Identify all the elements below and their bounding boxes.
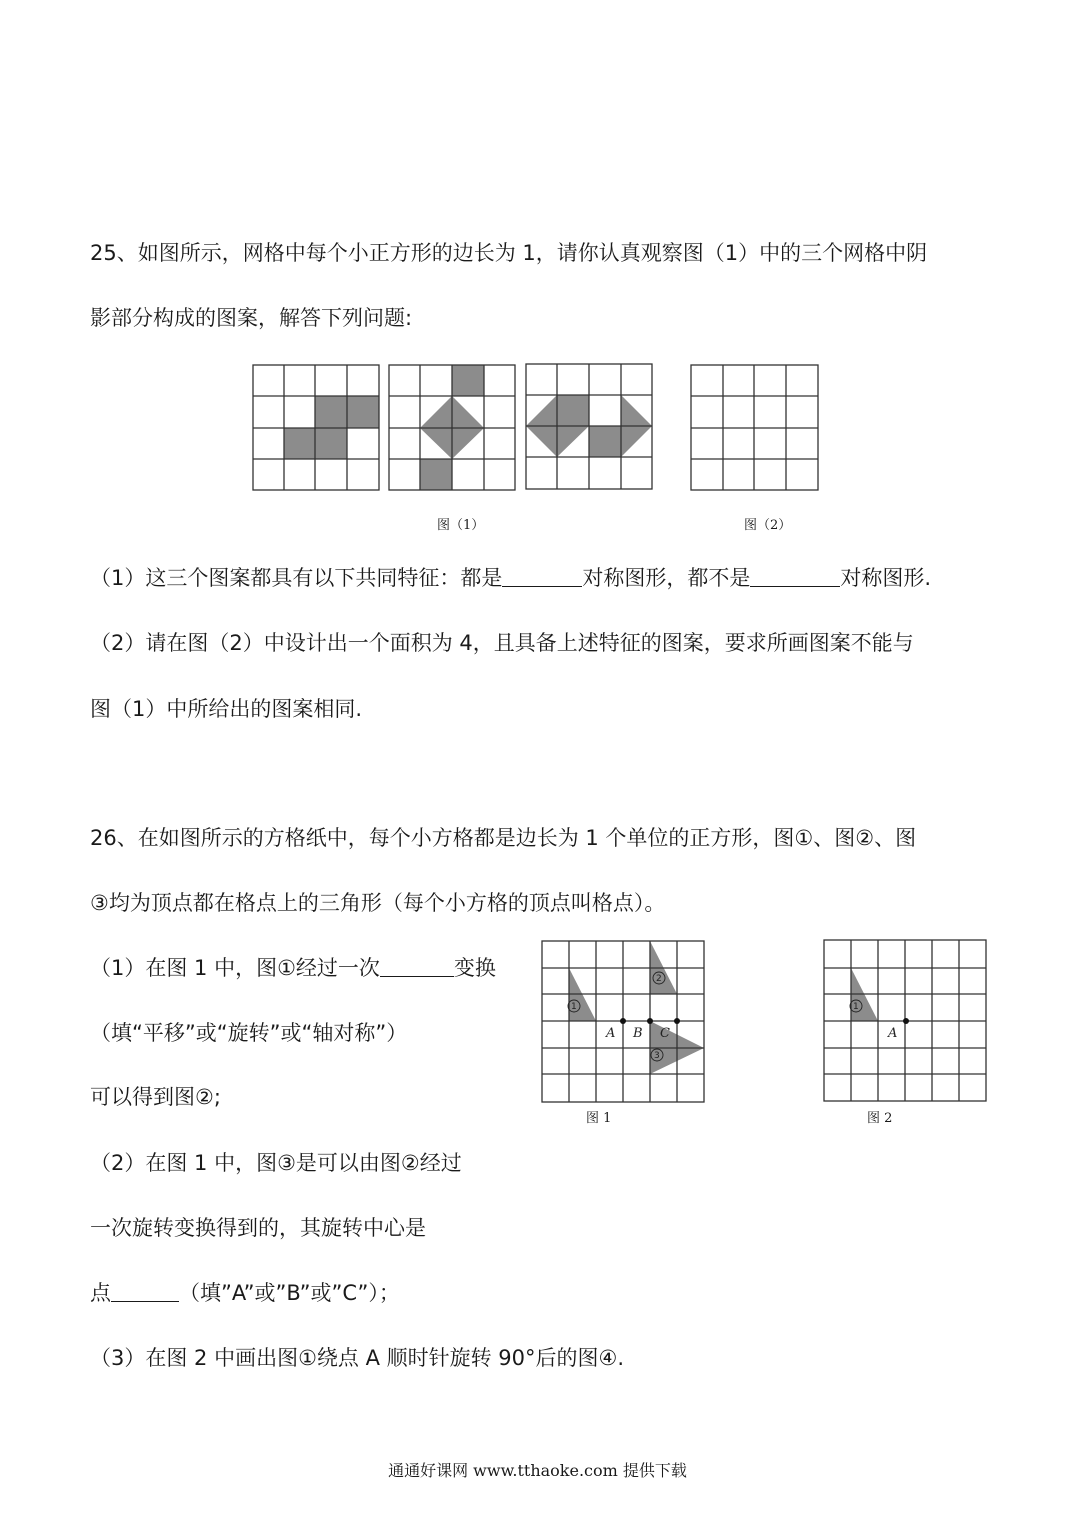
q26-answer-blank-1[interactable]: [380, 954, 454, 977]
q26-fig1-circled-1: 1: [571, 1002, 577, 1012]
q25-sub1-text-b: 对称图形，都不是: [582, 566, 751, 590]
q26-sub1-line3: 可以得到图②;: [90, 1085, 221, 1109]
q26-sub2-text-a: 点: [90, 1281, 111, 1305]
q26-fig2-grid: [822, 938, 990, 1104]
q26-sub2-line1: （2）在图 1 中，图③是可以由图②经过: [90, 1151, 462, 1175]
q25-sub2-line2: 图（1）中所给出的图案相同.: [90, 697, 363, 721]
q26-sub1-text-a: （1）在图 1 中，图①经过一次: [90, 956, 380, 980]
q26-fig2-circled-1: 1: [853, 1002, 859, 1012]
q25-answer-blank-1[interactable]: [502, 564, 582, 587]
q26-fig2-caption: 图 2: [867, 1111, 893, 1126]
q26-line1: 26、在如图所示的方格纸中，每个小方格都是边长为 1 个单位的正方形，图①、图②、图: [90, 826, 917, 850]
q25-sub1: [90, 563, 931, 593]
q26-fig1-circled-3: 3: [654, 1051, 660, 1061]
q26-sub3: （3）在图 2 中画出图①绕点 A 顺时针旋转 90°后的图④.: [90, 1346, 625, 1370]
q25-line2: 影部分构成的图案，解答下列问题:: [90, 306, 413, 330]
q25-answer-blank-2[interactable]: [750, 564, 840, 587]
q26-fig1-grid: [540, 940, 708, 1104]
page-footer: 通通好课网 www.tthaoke.com 提供下载: [388, 1461, 687, 1480]
q26-fig1-label-b: B: [633, 1026, 643, 1041]
q26-fig1-label-a: A: [606, 1026, 616, 1041]
q25-sub2-line1: （2）请在图（2）中设计出一个面积为 4，且具备上述特征的图案，要求所画图案不能与: [90, 631, 914, 655]
q26-line2: ③均为顶点都在格点上的三角形（每个小方格的顶点叫格点）。: [90, 891, 666, 915]
q25-sub1-text-a: （1）这三个图案都具有以下共同特征：都是: [90, 566, 503, 590]
q26-sub2-line3: [90, 1278, 400, 1308]
q25-fig1-caption: 图（1）: [437, 518, 485, 533]
q25-fig1-grid-c: [525, 363, 655, 491]
q25-line1: 25、如图所示，网格中每个小正方形的边长为 1，请你认真观察图（1）中的三个网格中阴: [90, 241, 928, 265]
q25-fig1-grid-a: [252, 364, 382, 492]
q25-fig2-grid: [690, 364, 820, 492]
q25-sub1-text-c: 对称图形.: [840, 566, 932, 590]
q26-sub1-line2: （填“平移”或“旋转”或“轴对称”）: [90, 1021, 408, 1045]
q26-fig1-caption: 图 1: [586, 1111, 612, 1126]
q26-fig2-label-a: A: [888, 1026, 898, 1041]
q26-sub2-line2: 一次旋转变换得到的，其旋转中心是: [90, 1216, 426, 1240]
q26-fig1-label-c: C: [660, 1026, 670, 1041]
q25-fig2-caption: 图（2）: [744, 518, 792, 533]
q25-fig1-grid-b: [388, 364, 518, 492]
q26-answer-blank-2[interactable]: [111, 1279, 179, 1302]
q26-sub1-text-b: 变换: [453, 956, 496, 980]
q26-sub2-text-b: （填”A”或”B”或”C”）；: [179, 1281, 400, 1305]
q26-fig1-circled-2: 2: [656, 974, 662, 984]
q26-sub1-line1: [90, 953, 496, 983]
